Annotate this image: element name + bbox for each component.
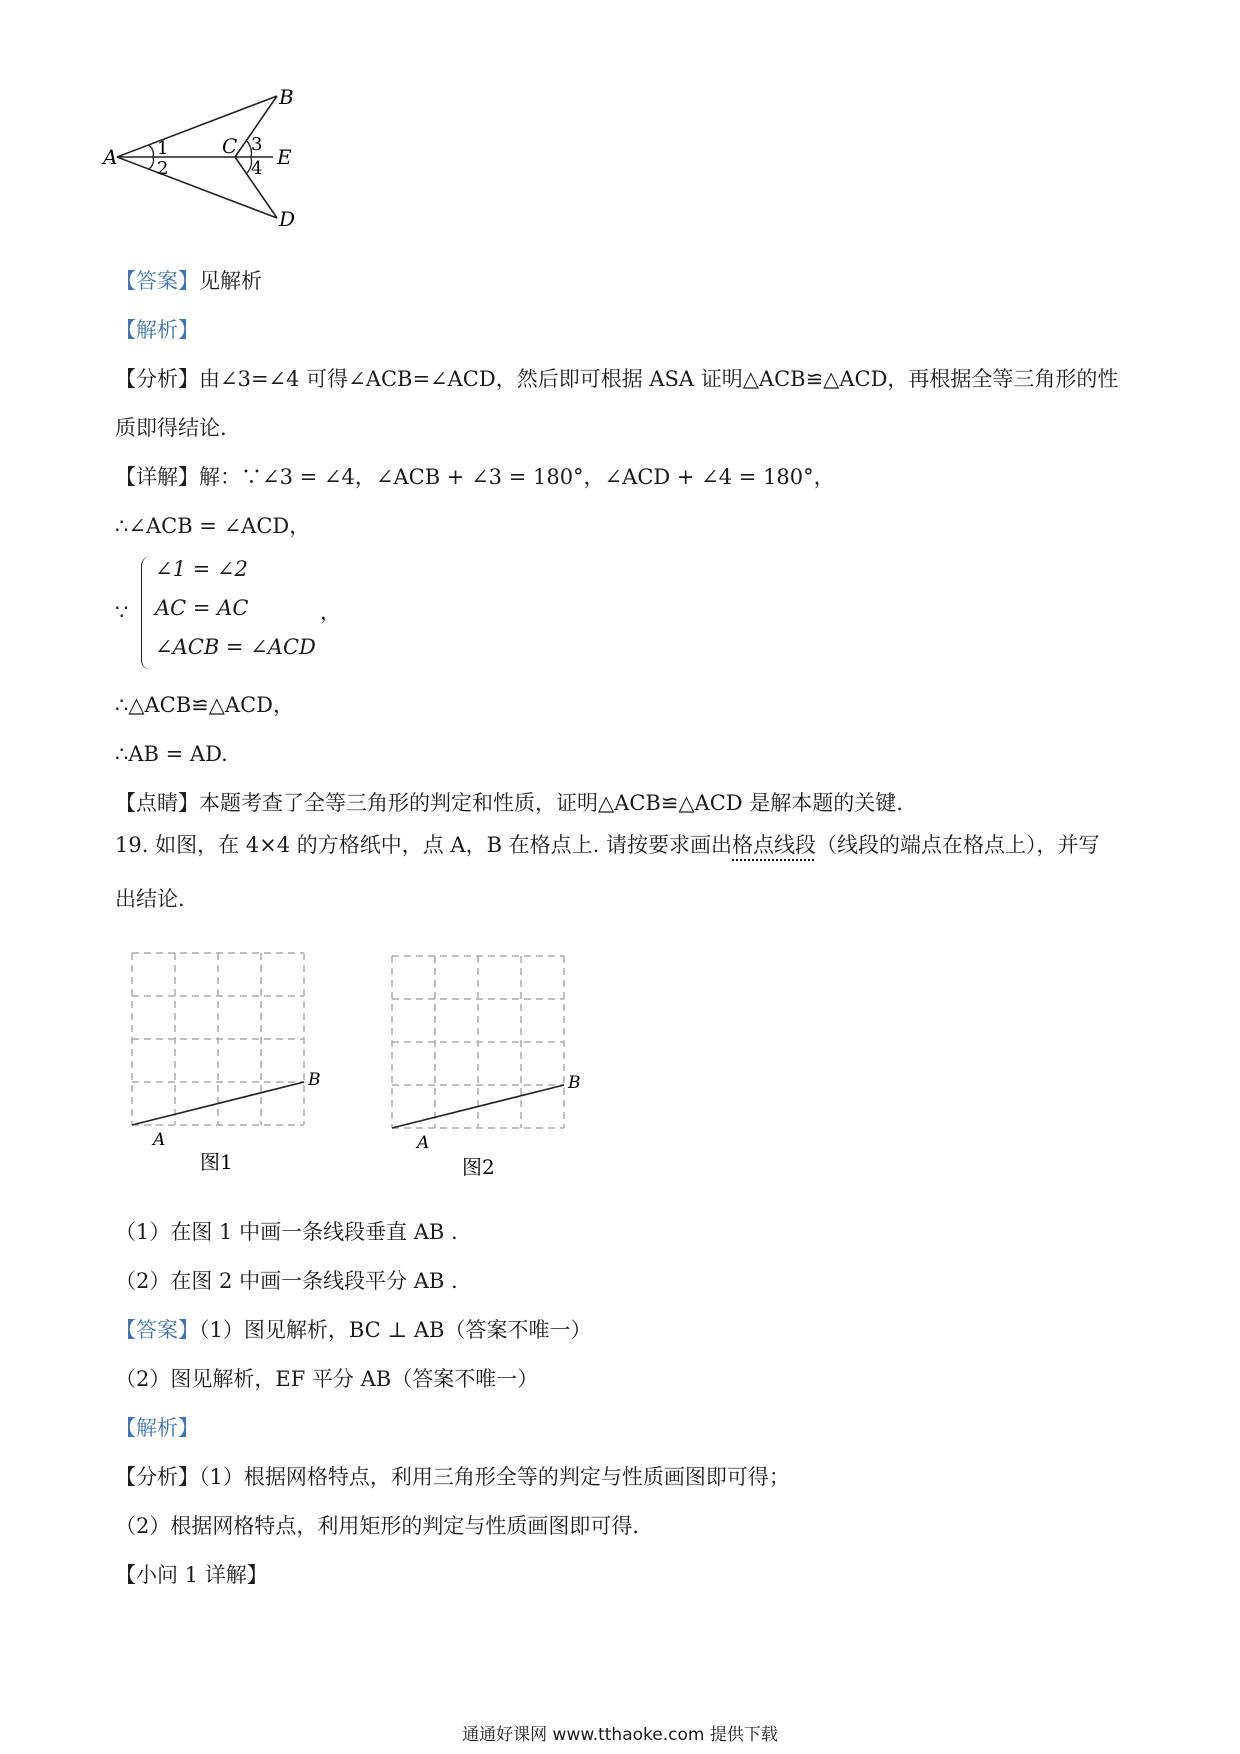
q19-stem-line1 [115, 830, 1100, 860]
fenxi-tag: 【分析】 [115, 367, 199, 391]
system-comma: ， [320, 600, 341, 624]
label-B: B [279, 85, 294, 109]
because-symbol: ∵ [115, 600, 129, 624]
stem-text-2: 出结论. [115, 887, 185, 911]
angle-arc-2 [149, 157, 154, 169]
q18-xiangjie-line [115, 462, 835, 492]
label-D: D [279, 207, 296, 231]
stem-emphasis: 格点线段 [732, 833, 817, 857]
q19-fenxi-line1 [115, 1462, 790, 1492]
step2-text: ∴△ACB≌△ACD， [115, 693, 294, 717]
q19-part2 [115, 1266, 458, 1296]
label-E: E [277, 145, 292, 169]
q18-fenxi-line1 [115, 364, 1118, 394]
q18-fenxi-line2 [115, 413, 227, 443]
q18-dianjing-line [115, 788, 903, 818]
angle-label-4: 4 [251, 158, 263, 179]
q19-answer2: （2）图见解析，EF 平分 AB（答案不唯一） [115, 1367, 539, 1391]
q19-analysis-tag-line [115, 1413, 199, 1443]
angle-label-2: 2 [157, 158, 169, 179]
q19-answer-line2 [115, 1364, 538, 1394]
q18-step2 [115, 690, 294, 720]
q19-sub1-tag: 【小问 1 详解】 [115, 1563, 268, 1587]
q19-sub1-line [115, 1560, 268, 1590]
angle-figure [103, 85, 345, 260]
grid1-label-B: B [308, 1070, 321, 1090]
q19-answer-tag: 【答案】 [115, 1318, 199, 1342]
q19-fenxi-line2 [115, 1511, 639, 1541]
q19-stem-line2 [115, 884, 185, 914]
q18-step3 [115, 739, 228, 769]
label-A: A [103, 145, 118, 169]
grid-lines-1 [132, 953, 304, 1125]
grid-lines-2 [392, 956, 564, 1128]
q19-fenxi1: （1）根据网格特点，利用三角形全等的判定与性质画图即可得； [199, 1465, 790, 1489]
fenxi-text-2: 质即得结论. [115, 416, 227, 440]
fenxi-text-1: 由∠3=∠4 可得∠ACB=∠ACD，然后即可根据 ASA 证明△ACB≌△ACD，再根据全等三角形的性 [199, 367, 1119, 391]
grid-figure-1 [120, 945, 340, 1180]
q19-answer1: （1）图见解析，BC ⊥ AB（答案不唯一） [199, 1318, 592, 1342]
q18-answer-line [115, 266, 262, 296]
q18-step1 [115, 511, 310, 541]
step1-text: ∴∠ACB = ∠ACD， [115, 514, 311, 538]
label-C: C [222, 134, 238, 158]
grid2-label-A: A [417, 1133, 430, 1153]
stem-text-b: （线段的端点在格点上），并写 [816, 833, 1100, 857]
part1-text: （1）在图 1 中画一条线段垂直 AB . [115, 1220, 458, 1244]
dianjing-tag: 【点睛】 [115, 791, 199, 815]
q19-analysis-tag: 【解析】 [115, 1416, 199, 1440]
part2-text: （2）在图 2 中画一条线段平分 AB . [115, 1269, 458, 1293]
equation-system [115, 556, 375, 676]
grid1-label-A: A [153, 1130, 166, 1150]
dianjing-text: 本题考查了全等三角形的判定和性质，证明△ACB≌△ACD 是解本题的关键. [199, 791, 903, 815]
system-row-3: ∠ACB = ∠ACD [155, 635, 316, 659]
angle-label-3: 3 [251, 134, 263, 155]
page-footer: 通通好课网 www.tthaoke.com 提供下载 [462, 1725, 778, 1745]
q19-fenxi2: （2）根据网格特点，利用矩形的判定与性质画图即可得. [115, 1514, 640, 1538]
grid1-caption: 图1 [200, 1150, 233, 1174]
step3-text: ∴AB = AD. [115, 742, 228, 766]
q19-answer-line1 [115, 1315, 591, 1345]
xiangjie-tag: 【详解】 [115, 465, 199, 489]
q19-fenxi-tag: 【分析】 [115, 1465, 199, 1489]
grid2-caption: 图2 [462, 1155, 495, 1179]
angle-label-1: 1 [157, 138, 169, 159]
system-row-2: AC = AC [155, 596, 249, 620]
q19-part1 [115, 1217, 458, 1247]
answer-text: 见解析 [199, 269, 262, 293]
angle-arc-1 [149, 145, 154, 157]
analysis-tag: 【解析】 [115, 318, 199, 342]
system-brace [141, 556, 152, 670]
system-row-1: ∠1 = ∠2 [155, 557, 248, 581]
q18-analysis-tag-line [115, 315, 199, 345]
xiangjie-text-1: 解：∵∠3 = ∠4，∠ACB + ∠3 = 180°，∠ACD + ∠4 = 180°， [199, 465, 835, 489]
grid-figure-2 [380, 948, 600, 1183]
answer-tag: 【答案】 [115, 269, 199, 293]
grid2-label-B: B [568, 1073, 581, 1093]
stem-text-a: 19. 如图，在 4×4 的方格纸中，点 A，B 在格点上. 请按要求画出 [115, 833, 733, 857]
